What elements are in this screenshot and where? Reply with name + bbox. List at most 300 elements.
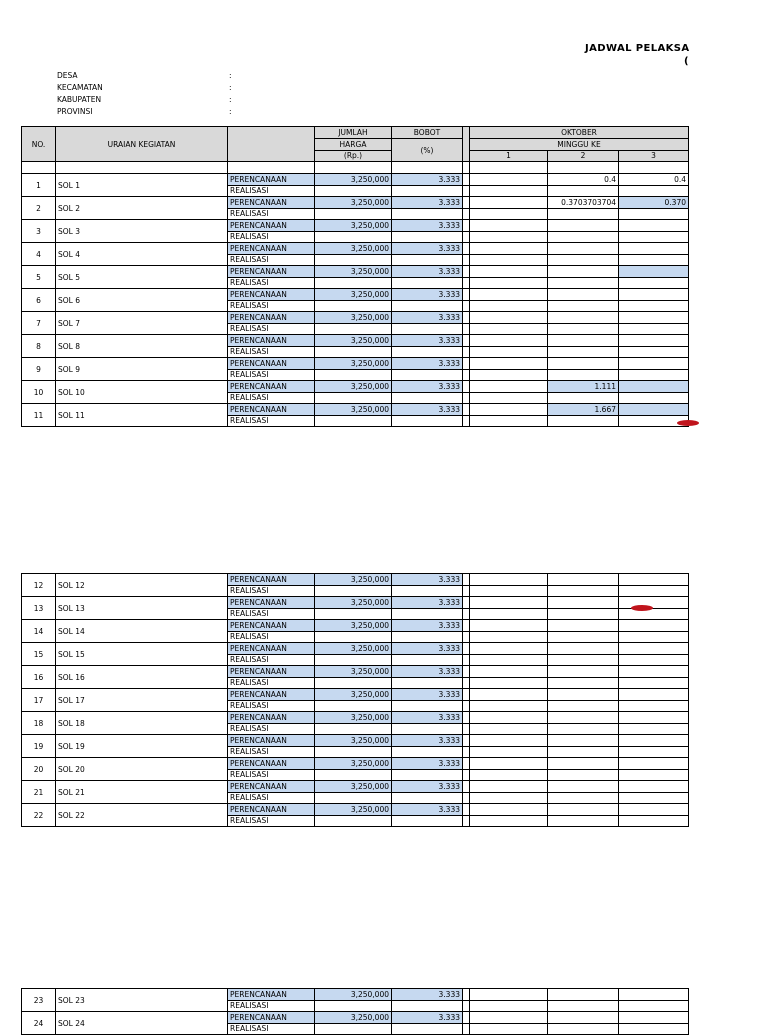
row-real-label: REALISASI: [228, 792, 315, 804]
row-number: 18: [22, 712, 56, 735]
row-real-cell: [548, 208, 619, 220]
row-real-label: REALISASI: [228, 254, 315, 266]
row-bobot: 3.333: [392, 289, 463, 301]
row-real-cell: [392, 208, 463, 220]
row-week-2: 0.4: [548, 174, 619, 186]
row-real-cell: [315, 346, 392, 358]
row-bobot: 3.333: [392, 266, 463, 278]
red-marker-shape: [677, 420, 699, 426]
table-row-plan: [22, 174, 689, 186]
row-real-label: REALISASI: [228, 277, 315, 289]
row-real-cell: [470, 677, 548, 689]
row-plan-label: PERENCANAAN: [228, 758, 315, 770]
row-real-cell: [315, 415, 392, 427]
row-week-1: [470, 597, 548, 609]
row-real-cell: [463, 585, 470, 597]
row-real-cell: [463, 208, 470, 220]
blank-cell: [392, 162, 463, 174]
row-week-2: [548, 804, 619, 816]
table-row-plan: [22, 197, 689, 209]
row-week-1: [470, 758, 548, 770]
row-number: 14: [22, 620, 56, 643]
row-week-1: [470, 243, 548, 255]
row-activity: SOL 5: [56, 266, 228, 289]
header-jumlah-1: JUMLAH: [315, 127, 392, 139]
table-row-plan: [22, 335, 689, 347]
row-real-cell: [470, 654, 548, 666]
row-real-cell: [315, 323, 392, 335]
info-sep: :: [229, 71, 232, 80]
row-real-label: REALISASI: [228, 369, 315, 381]
row-number: 4: [22, 243, 56, 266]
row-real-cell: [619, 1023, 689, 1035]
info-row-kecamatan: [57, 82, 232, 94]
row-bobot: 3.333: [392, 712, 463, 724]
row-week-1: [470, 312, 548, 324]
blank-cell: [56, 162, 228, 174]
row-gap: [463, 989, 470, 1001]
table-row-plan: [22, 712, 689, 724]
row-plan-label: PERENCANAAN: [228, 266, 315, 278]
info-sep: :: [229, 107, 232, 116]
row-harga: 3,250,000: [315, 712, 392, 724]
row-real-cell: [392, 369, 463, 381]
table-row-plan: [22, 243, 689, 255]
row-harga: 3,250,000: [315, 735, 392, 747]
row-real-cell: [470, 700, 548, 712]
row-real-cell: [470, 792, 548, 804]
row-week-3: [619, 243, 689, 255]
row-week-3: [619, 1012, 689, 1024]
row-real-cell: [619, 723, 689, 735]
row-real-cell: [463, 346, 470, 358]
row-number: 21: [22, 781, 56, 804]
row-real-cell: [548, 608, 619, 620]
row-gap: [463, 197, 470, 209]
row-real-cell: [315, 792, 392, 804]
row-real-cell: [470, 769, 548, 781]
row-activity: SOL 24: [56, 1012, 228, 1035]
row-plan-label: PERENCANAAN: [228, 289, 315, 301]
row-real-cell: [392, 392, 463, 404]
row-real-cell: [315, 585, 392, 597]
row-bobot: 3.333: [392, 312, 463, 324]
row-real-cell: [315, 1023, 392, 1035]
row-plan-label: PERENCANAAN: [228, 620, 315, 632]
table-row-plan: [22, 574, 689, 586]
row-real-label: REALISASI: [228, 769, 315, 781]
row-real-cell: [392, 769, 463, 781]
row-real-cell: [548, 346, 619, 358]
row-real-cell: [619, 231, 689, 243]
row-real-cell: [392, 231, 463, 243]
red-marker-shape: [631, 605, 653, 611]
row-real-cell: [463, 746, 470, 758]
row-real-cell: [463, 654, 470, 666]
row-real-cell: [463, 631, 470, 643]
row-number: 24: [22, 1012, 56, 1035]
row-real-cell: [392, 415, 463, 427]
row-plan-label: PERENCANAAN: [228, 312, 315, 324]
row-harga: 3,250,000: [315, 666, 392, 678]
row-bobot: 3.333: [392, 666, 463, 678]
row-real-cell: [315, 654, 392, 666]
row-activity: SOL 19: [56, 735, 228, 758]
row-real-cell: [392, 254, 463, 266]
row-real-cell: [315, 769, 392, 781]
row-real-cell: [619, 654, 689, 666]
row-number: 3: [22, 220, 56, 243]
row-gap: [463, 758, 470, 770]
row-week-2: [548, 666, 619, 678]
row-harga: 3,250,000: [315, 574, 392, 586]
row-plan-label: PERENCANAAN: [228, 1012, 315, 1024]
header-minggu: MINGGU KE: [470, 139, 689, 151]
row-real-cell: [463, 415, 470, 427]
row-real-cell: [315, 369, 392, 381]
row-week-3: [619, 620, 689, 632]
row-number: 8: [22, 335, 56, 358]
row-harga: 3,250,000: [315, 620, 392, 632]
row-week-3: [619, 712, 689, 724]
schedule-sheet-block-2: [21, 573, 688, 827]
row-week-2: [548, 989, 619, 1001]
blank-cell: [228, 162, 315, 174]
row-week-3: [619, 781, 689, 793]
blank-cell: [22, 162, 56, 174]
row-real-cell: [548, 277, 619, 289]
table-body: [22, 574, 689, 827]
row-real-cell: [392, 815, 463, 827]
row-real-cell: [315, 723, 392, 735]
row-real-cell: [463, 277, 470, 289]
row-week-3: [619, 989, 689, 1001]
row-week-1: [470, 335, 548, 347]
row-gap: [463, 220, 470, 232]
row-real-cell: [619, 608, 689, 620]
row-plan-label: PERENCANAAN: [228, 666, 315, 678]
info-label: PROVINSI: [57, 107, 93, 116]
row-gap: [463, 574, 470, 586]
row-week-1: [470, 174, 548, 186]
row-week-3: [619, 666, 689, 678]
row-gap: [463, 358, 470, 370]
row-week-3: [619, 381, 689, 393]
row-week-3: [619, 358, 689, 370]
table-row-plan: [22, 804, 689, 816]
row-gap: [463, 174, 470, 186]
row-real-cell: [463, 300, 470, 312]
row-plan-label: PERENCANAAN: [228, 735, 315, 747]
row-plan-label: PERENCANAAN: [228, 643, 315, 655]
row-plan-label: PERENCANAAN: [228, 804, 315, 816]
row-real-cell: [463, 254, 470, 266]
info-label: KECAMATAN: [57, 83, 103, 92]
row-real-cell: [548, 723, 619, 735]
table-row-plan: [22, 358, 689, 370]
row-gap: [463, 712, 470, 724]
row-harga: 3,250,000: [315, 335, 392, 347]
row-real-cell: [619, 346, 689, 358]
row-real-label: REALISASI: [228, 185, 315, 197]
row-harga: 3,250,000: [315, 243, 392, 255]
info-label: DESA: [57, 71, 78, 80]
row-activity: SOL 1: [56, 174, 228, 197]
row-week-2: [548, 243, 619, 255]
row-plan-label: PERENCANAAN: [228, 243, 315, 255]
row-bobot: 3.333: [392, 220, 463, 232]
row-week-2: [548, 781, 619, 793]
row-activity: SOL 10: [56, 381, 228, 404]
row-real-cell: [463, 1000, 470, 1012]
row-week-1: [470, 381, 548, 393]
row-harga: 3,250,000: [315, 643, 392, 655]
row-bobot: 3.333: [392, 989, 463, 1001]
row-real-cell: [392, 585, 463, 597]
row-week-1: [470, 804, 548, 816]
row-bobot: 3.333: [392, 197, 463, 209]
row-gap: [463, 643, 470, 655]
table-row-plan: [22, 735, 689, 747]
row-gap: [463, 335, 470, 347]
row-week-1: [470, 574, 548, 586]
row-week-2: [548, 1012, 619, 1024]
row-real-label: REALISASI: [228, 700, 315, 712]
row-harga: 3,250,000: [315, 597, 392, 609]
table-row-plan: [22, 597, 689, 609]
row-real-label: REALISASI: [228, 723, 315, 735]
row-real-cell: [548, 1000, 619, 1012]
row-number: 13: [22, 597, 56, 620]
row-real-label: REALISASI: [228, 300, 315, 312]
row-real-label: REALISASI: [228, 654, 315, 666]
row-week-2: 1.667: [548, 404, 619, 416]
table-row-plan: [22, 220, 689, 232]
row-activity: SOL 15: [56, 643, 228, 666]
row-week-3: [619, 643, 689, 655]
row-real-cell: [315, 1000, 392, 1012]
row-real-cell: [619, 815, 689, 827]
row-week-2: 0.3703703704: [548, 197, 619, 209]
header-bobot-unit: (%): [392, 139, 463, 162]
row-harga: 3,250,000: [315, 689, 392, 701]
row-real-cell: [548, 677, 619, 689]
row-gap: [463, 381, 470, 393]
row-real-cell: [619, 700, 689, 712]
row-plan-label: PERENCANAAN: [228, 712, 315, 724]
row-real-cell: [619, 369, 689, 381]
header-type: [228, 127, 315, 162]
row-real-cell: [392, 1023, 463, 1035]
row-week-2: [548, 335, 619, 347]
row-gap: [463, 289, 470, 301]
schedule-table: [21, 573, 689, 827]
row-activity: SOL 3: [56, 220, 228, 243]
row-gap: [463, 404, 470, 416]
row-real-cell: [463, 677, 470, 689]
row-week-1: [470, 220, 548, 232]
row-week-1: [470, 666, 548, 678]
row-real-cell: [315, 254, 392, 266]
row-week-2: [548, 574, 619, 586]
row-week-2: [548, 312, 619, 324]
row-bobot: 3.333: [392, 404, 463, 416]
row-real-cell: [470, 723, 548, 735]
row-real-cell: [548, 185, 619, 197]
row-plan-label: PERENCANAAN: [228, 989, 315, 1001]
row-harga: 3,250,000: [315, 197, 392, 209]
row-harga: 3,250,000: [315, 1012, 392, 1024]
table-row-plan: [22, 266, 689, 278]
row-week-1: [470, 781, 548, 793]
blank-cell: [548, 162, 619, 174]
row-number: 9: [22, 358, 56, 381]
row-bobot: 3.333: [392, 243, 463, 255]
row-activity: SOL 20: [56, 758, 228, 781]
header-month: OKTOBER: [470, 127, 689, 139]
row-week-1: [470, 358, 548, 370]
row-real-cell: [470, 585, 548, 597]
row-week-3: [619, 689, 689, 701]
table-row-plan: [22, 666, 689, 678]
row-bobot: 3.333: [392, 620, 463, 632]
row-real-cell: [463, 369, 470, 381]
row-harga: 3,250,000: [315, 220, 392, 232]
row-real-label: REALISASI: [228, 323, 315, 335]
row-number: 19: [22, 735, 56, 758]
row-week-3: [619, 335, 689, 347]
row-real-cell: [619, 208, 689, 220]
row-plan-label: PERENCANAAN: [228, 335, 315, 347]
row-real-cell: [392, 608, 463, 620]
row-real-cell: [392, 723, 463, 735]
header-uraian: URAIAN KEGIATAN: [56, 127, 228, 162]
row-number: 12: [22, 574, 56, 597]
info-sep: :: [229, 95, 232, 104]
row-real-cell: [463, 792, 470, 804]
row-activity: SOL 7: [56, 312, 228, 335]
row-harga: 3,250,000: [315, 312, 392, 324]
row-activity: SOL 13: [56, 597, 228, 620]
row-week-3: [619, 758, 689, 770]
row-real-cell: [548, 746, 619, 758]
row-real-label: REALISASI: [228, 1000, 315, 1012]
row-plan-label: PERENCANAAN: [228, 197, 315, 209]
row-week-1: [470, 989, 548, 1001]
row-real-cell: [392, 185, 463, 197]
row-bobot: 3.333: [392, 781, 463, 793]
row-week-1: [470, 289, 548, 301]
row-bobot: 3.333: [392, 804, 463, 816]
row-real-cell: [619, 792, 689, 804]
info-row-provinsi: [57, 106, 232, 118]
row-week-2: [548, 689, 619, 701]
row-real-cell: [463, 815, 470, 827]
info-row-kabupaten: [57, 94, 232, 106]
row-real-cell: [392, 792, 463, 804]
row-real-cell: [548, 369, 619, 381]
header-week-1: 1: [470, 150, 548, 162]
row-real-cell: [470, 323, 548, 335]
row-week-3: [619, 597, 689, 609]
row-real-cell: [315, 185, 392, 197]
row-week-2: 1.111: [548, 381, 619, 393]
info-sep: :: [229, 83, 232, 92]
row-real-cell: [463, 700, 470, 712]
row-real-cell: [392, 700, 463, 712]
row-week-3: 0.4: [619, 174, 689, 186]
row-real-cell: [470, 815, 548, 827]
row-week-1: [470, 266, 548, 278]
table-body: [22, 989, 689, 1035]
document-title-line2: (: [684, 56, 689, 67]
row-real-label: REALISASI: [228, 231, 315, 243]
row-plan-label: PERENCANAAN: [228, 574, 315, 586]
row-activity: SOL 6: [56, 289, 228, 312]
row-week-3: 0.370: [619, 197, 689, 209]
row-real-cell: [548, 415, 619, 427]
row-real-cell: [470, 746, 548, 758]
row-real-cell: [315, 392, 392, 404]
document-title: JADWAL PELAKSA: [585, 43, 690, 54]
row-real-cell: [392, 677, 463, 689]
row-week-2: [548, 620, 619, 632]
row-real-cell: [619, 185, 689, 197]
row-gap: [463, 689, 470, 701]
row-activity: SOL 11: [56, 404, 228, 427]
row-activity: SOL 2: [56, 197, 228, 220]
row-number: 20: [22, 758, 56, 781]
info-row-desa: [57, 70, 232, 82]
row-bobot: 3.333: [392, 758, 463, 770]
row-week-1: [470, 735, 548, 747]
row-real-label: REALISASI: [228, 585, 315, 597]
schedule-sheet-block-1: [21, 126, 688, 427]
row-plan-label: PERENCANAAN: [228, 220, 315, 232]
schedule-table: [21, 126, 689, 427]
row-week-1: [470, 643, 548, 655]
row-real-cell: [315, 231, 392, 243]
row-harga: 3,250,000: [315, 358, 392, 370]
row-plan-label: PERENCANAAN: [228, 381, 315, 393]
row-number: 22: [22, 804, 56, 827]
row-plan-label: PERENCANAAN: [228, 689, 315, 701]
row-number: 7: [22, 312, 56, 335]
row-real-cell: [315, 631, 392, 643]
row-week-2: [548, 735, 619, 747]
row-real-cell: [619, 585, 689, 597]
row-real-cell: [548, 300, 619, 312]
header-no: NO.: [22, 127, 56, 162]
row-real-cell: [392, 323, 463, 335]
blank-cell: [470, 162, 548, 174]
header-gap: [463, 127, 470, 162]
row-real-cell: [392, 1000, 463, 1012]
row-real-cell: [548, 769, 619, 781]
row-harga: 3,250,000: [315, 381, 392, 393]
row-real-cell: [315, 277, 392, 289]
row-bobot: 3.333: [392, 574, 463, 586]
row-week-1: [470, 1012, 548, 1024]
row-real-cell: [463, 1023, 470, 1035]
row-real-cell: [619, 769, 689, 781]
row-week-3: [619, 735, 689, 747]
row-real-cell: [619, 392, 689, 404]
location-info: [57, 70, 232, 118]
row-gap: [463, 620, 470, 632]
row-week-2: [548, 643, 619, 655]
header-jumlah-3: (Rp.): [315, 150, 392, 162]
